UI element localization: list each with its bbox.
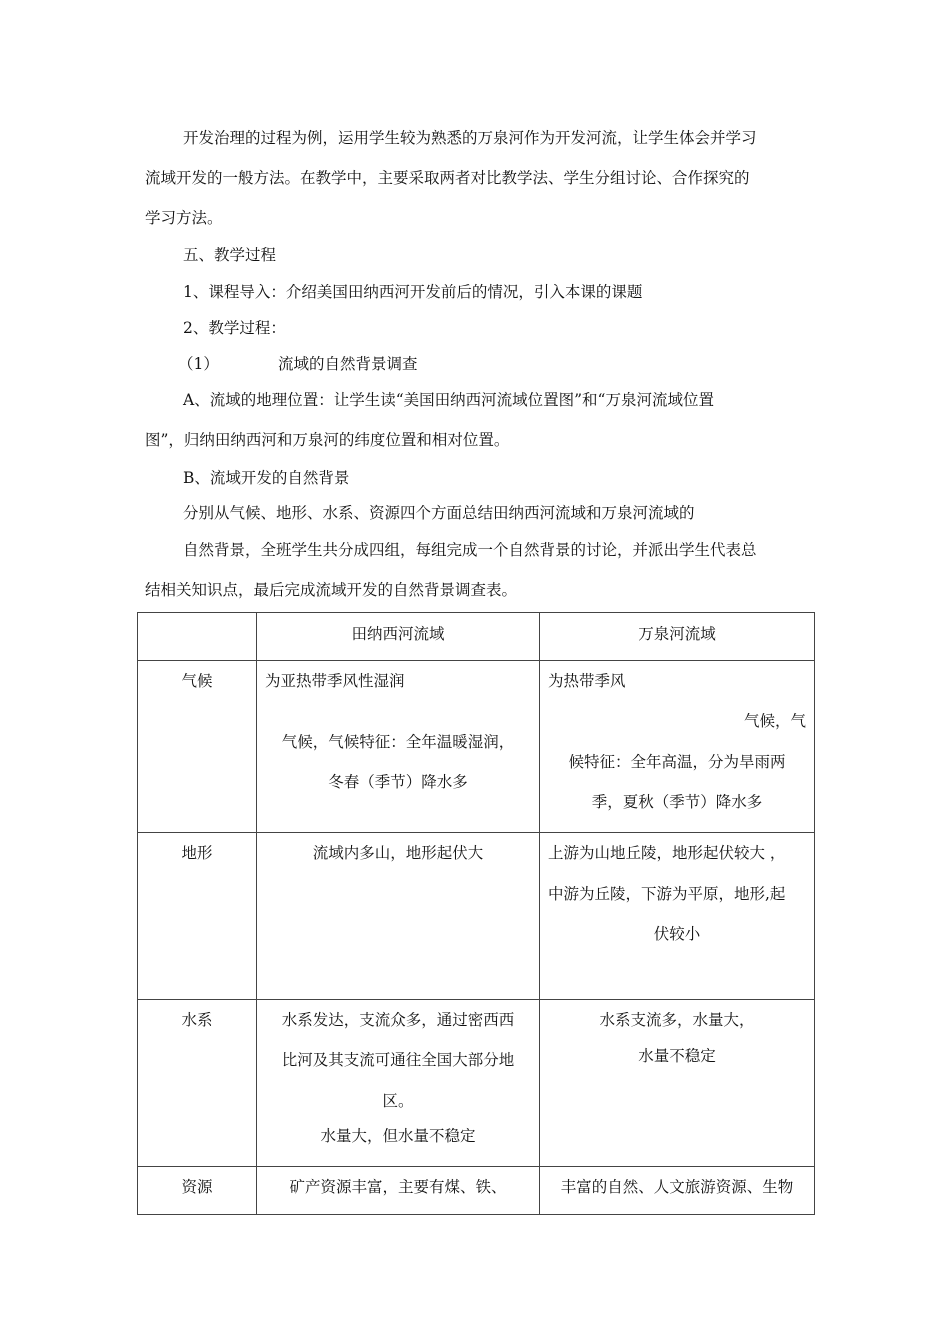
table-row-water — [138, 1000, 815, 1167]
part-b-line-1: 分别从气候、地形、水系、资源四个方面总结田纳西河流域和万泉河流域的 — [183, 504, 695, 522]
subsection-heading — [178, 354, 418, 374]
subsection-title: 流域的自然背景调查 — [278, 355, 418, 373]
cell-line: 为亚热带季风性湿润 — [265, 672, 405, 690]
cell-line: 水量大，但水量不稳定 — [320, 1127, 476, 1145]
table-header-row — [138, 613, 815, 661]
cell-line: 上游为山地丘陵，地形起伏较大 ， — [548, 844, 786, 862]
cell-line: 季，夏秋（季节）降水多 — [591, 793, 763, 811]
cell-resources-wanquan — [540, 1167, 815, 1215]
cell-line: 冬春（季节）降水多 — [328, 773, 468, 791]
cell-terrain-wanquan — [540, 833, 815, 1000]
part-b-heading: B、流域开发的自然背景 — [183, 469, 350, 487]
table-row-resources — [138, 1167, 815, 1215]
part-a-line-1: A、流域的地理位置：让学生读“美国田纳西河流域位置图”和“万泉河流域位置 — [183, 391, 714, 409]
part-a-line-2: 图”，归纳田纳西河和万泉河的纬度位置和相对位置。 — [145, 431, 510, 449]
cell-terrain-tennessee — [257, 833, 540, 1000]
header-blank-cell — [138, 613, 257, 661]
row-label-terrain: 地形 — [138, 833, 257, 1000]
header-tennessee: 田纳西河流域 — [257, 613, 540, 661]
cell-line: 矿产资源丰富，主要有煤、铁、 — [289, 1178, 507, 1196]
cell-line: 流域内多山，地形起伏大 — [312, 844, 484, 862]
subsection-number: （1） — [178, 355, 219, 373]
table-row-climate — [138, 661, 815, 833]
row-label-climate: 气候 — [138, 661, 257, 833]
cell-line: 候特征：全年高温，分为旱雨两 — [568, 753, 786, 771]
cell-line: 区。 — [382, 1092, 414, 1110]
cell-line: 丰富的自然、人文旅游资源、生物 — [560, 1178, 794, 1196]
intro-line-1: 开发治理的过程为例，运用学生较为熟悉的万泉河作为开发河流，让学生体会并学习 — [183, 129, 757, 147]
background-survey-table — [137, 612, 815, 1215]
cell-climate-wanquan — [540, 661, 815, 833]
row-label-water: 水系 — [138, 1000, 257, 1167]
part-b-line-3: 结相关知识点，最后完成流域开发的自然背景调查表。 — [145, 581, 518, 599]
cell-resources-tennessee — [257, 1167, 540, 1215]
intro-line-2: 流域开发的一般方法。在教学中，主要采取两者对比教学法、学生分组讨论、合作探究的 — [145, 169, 750, 187]
cell-line: 水系支流多，水量大， — [599, 1011, 755, 1029]
cell-line: 中游为丘陵，下游为平原，地形,起 — [548, 885, 786, 903]
cell-line: 水量不稳定 — [638, 1047, 716, 1065]
step-2: 2、教学过程： — [183, 319, 286, 337]
part-b-line-2: 自然背景，全班学生共分成四组，每组完成一个自然背景的讨论，并派出学生代表总 — [183, 541, 757, 559]
cell-climate-tennessee — [257, 661, 540, 833]
step-1: 1、课程导入：介绍美国田纳西河开发前后的情况，引入本课的课题 — [183, 283, 643, 301]
section-heading: 五、教学过程 — [183, 246, 277, 264]
cell-line: 水系发达，支流众多，通过密西西 — [281, 1011, 515, 1029]
cell-line: 比河及其支流可通往全国大部分地 — [281, 1051, 515, 1069]
cell-line: 伏较小 — [653, 925, 701, 943]
cell-line: 为热带季风 — [548, 672, 626, 690]
header-wanquan: 万泉河流域 — [540, 613, 815, 661]
row-label-resources: 资源 — [138, 1167, 257, 1215]
table-row-terrain — [138, 833, 815, 1000]
cell-water-wanquan — [540, 1000, 815, 1167]
cell-line: 气候，气 — [743, 712, 806, 730]
cell-line: 气候，气候特征：全年温暖湿润， — [281, 733, 515, 751]
cell-water-tennessee — [257, 1000, 540, 1167]
intro-line-3: 学习方法。 — [145, 209, 223, 227]
